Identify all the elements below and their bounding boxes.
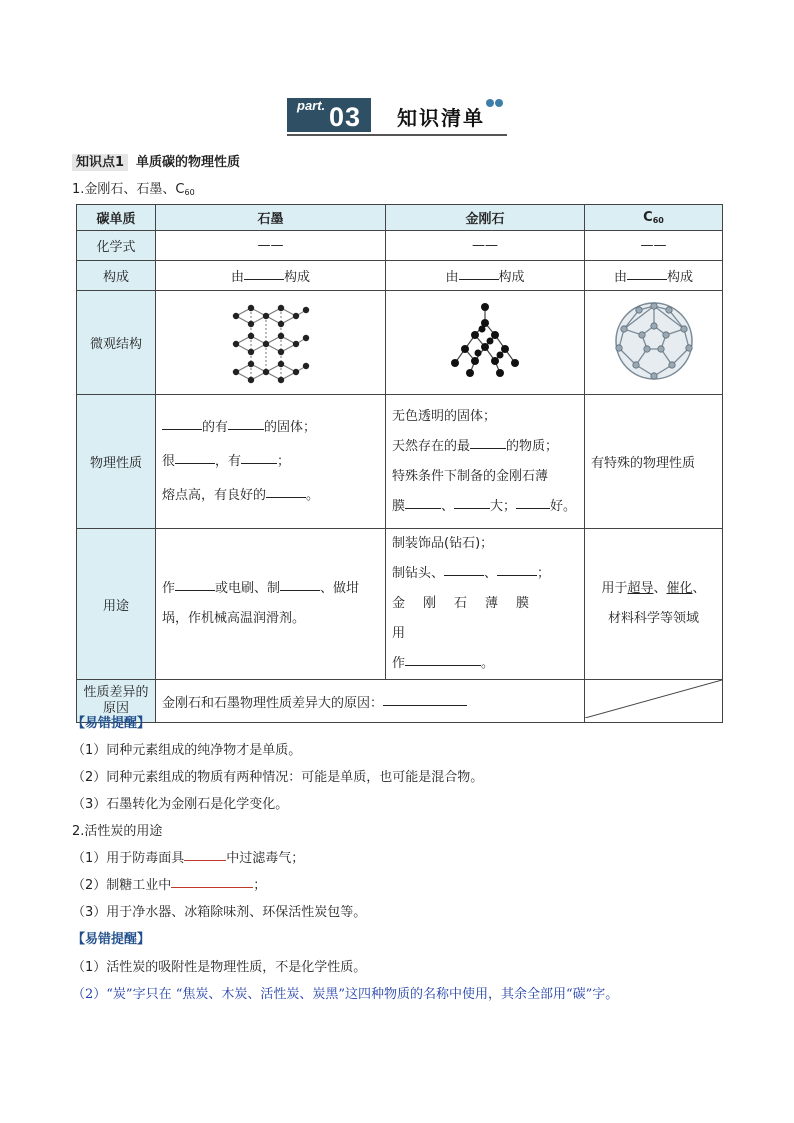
knowledge-point-tag: 知识点1 xyxy=(72,154,128,171)
row-label: 构成 xyxy=(77,261,156,291)
graphite-structure-icon xyxy=(226,296,316,386)
c60-structure-image xyxy=(585,291,723,395)
graphite-physical-cell: 的有 的固体； 很 ，有 ； 熔点高，有良好的 。 xyxy=(156,395,386,529)
tips-title: 【易错提醒】 xyxy=(72,932,151,947)
part-label: part. xyxy=(297,98,326,113)
graphite-structure-image xyxy=(156,291,386,395)
header-cell: 金刚石 xyxy=(386,205,585,231)
carbon-table xyxy=(76,204,723,723)
knowledge-point-heading xyxy=(72,151,240,170)
tips-item: （1）活性炭的吸附性是物理性质，不是化学性质。 xyxy=(72,960,367,975)
tips-item: （2）同种元素组成的物质有两种情况：可能是单质，也可能是混合物。 xyxy=(72,770,484,785)
tips-item: （2）“炭”字只在 “焦炭、木炭、活性炭、炭黑”这四种物质的名称中使用，其余全部用“碳”字。 xyxy=(72,987,619,1002)
use-item: （2）制糖工业中 ； xyxy=(72,878,267,893)
formula-blank: —— xyxy=(386,231,585,261)
banner-title: 知识清单 xyxy=(397,106,485,130)
table-row xyxy=(77,680,723,723)
tips-item: （1）同种元素组成的纯净物才是单质。 xyxy=(72,743,302,758)
table-row xyxy=(77,529,723,680)
formula-blank: —— xyxy=(156,231,386,261)
part-badge xyxy=(287,98,371,132)
diamond-structure-icon xyxy=(440,301,530,381)
table-row xyxy=(77,231,723,261)
header-cell: 碳单质 xyxy=(77,205,156,231)
diagonal-line xyxy=(585,680,722,718)
c60-fullerene-icon xyxy=(609,296,699,386)
part-number: 03 xyxy=(329,102,362,132)
composition-cell: 由 构成 xyxy=(386,261,585,291)
c60-physical-cell: 有特殊的物理性质 xyxy=(585,395,723,529)
diagonal-cell xyxy=(585,680,723,723)
row-label: 性质差异的原因 xyxy=(77,680,156,723)
diff-cell: 金刚石和石墨物理性质差异大的原因： xyxy=(156,680,585,723)
subheading-2: 2.活性炭的用途 xyxy=(72,824,163,839)
row-label: 用途 xyxy=(77,529,156,680)
header-cell: 石墨 xyxy=(156,205,386,231)
table-row xyxy=(77,395,723,529)
row-label: 化学式 xyxy=(77,231,156,261)
table-header-row xyxy=(77,205,723,231)
use-item: （3）用于净水器、冰箱除味剂、环保活性炭包等。 xyxy=(72,905,367,920)
formula-blank: —— xyxy=(585,231,723,261)
banner-underline xyxy=(287,134,507,136)
diamond-use-cell: 制装饰品(钻石)； 制钻头、 、 ； 金刚石薄膜用 作 。 xyxy=(386,529,585,680)
graphite-use-cell: 作 或电刷、制 、做坩 埚，作机械高温润滑剂。 xyxy=(156,529,386,680)
diamond-physical-cell: 无色透明的固体； 天然存在的最 的物质； 特殊条件下制备的金刚石薄 膜 、 大； 好。 xyxy=(386,395,585,529)
tips-item: （3）石墨转化为金刚石是化学变化。 xyxy=(72,797,289,812)
composition-cell: 由 构成 xyxy=(156,261,386,291)
row-label: 物理性质 xyxy=(77,395,156,529)
section-banner xyxy=(287,96,507,138)
decor-dots-icon xyxy=(485,96,503,111)
header-cell: $C_{60}$ xyxy=(585,205,723,231)
diamond-structure-image xyxy=(386,291,585,395)
table-row xyxy=(77,261,723,291)
c60-use-cell: 用于超导、催化、 材料科学等领域 xyxy=(585,529,723,680)
subheading-1: 1.金刚石、石墨、$C_{60}$ xyxy=(72,182,195,197)
use-item: （1）用于防毒面具 中过滤毒气； xyxy=(72,851,305,866)
row-label: 微观结构 xyxy=(77,291,156,395)
composition-cell: 由 构成 xyxy=(585,261,723,291)
knowledge-point-title: 单质碳的物理性质 xyxy=(136,155,241,170)
tips-title: 【易错提醒】 xyxy=(72,716,151,731)
table-row xyxy=(77,291,723,395)
